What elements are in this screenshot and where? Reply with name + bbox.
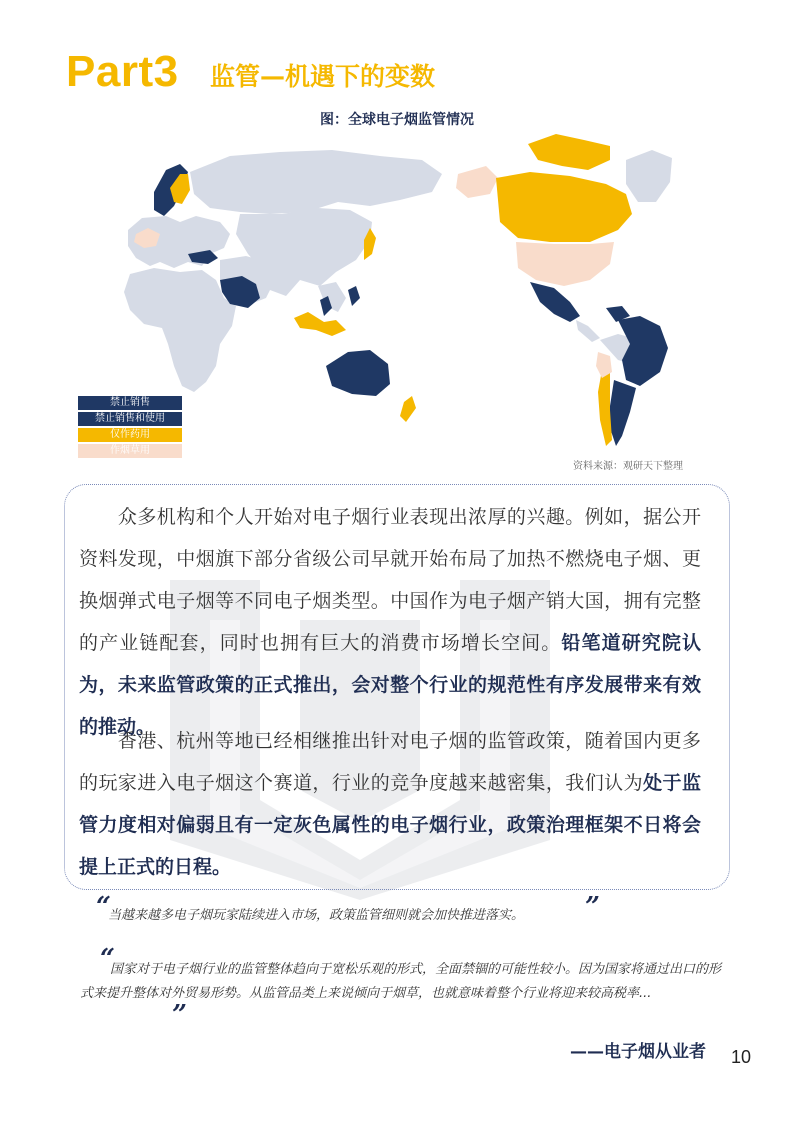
- map-region-chile-medical: [598, 368, 612, 446]
- map-region-alaska: [456, 166, 498, 198]
- quote-attribution: ——电子烟从业者: [570, 1042, 706, 1062]
- map-region-mexico-ban: [530, 282, 580, 322]
- map-region-central-america: [576, 320, 600, 342]
- map-caption: 图：全球电子烟监管情况: [320, 112, 474, 128]
- map-region-greenland: [626, 150, 672, 202]
- open-quote-mark-2: “: [100, 944, 115, 974]
- paragraph-2-text: 香港、杭州等地已经相继推出针对电子烟的监管政策，随着国内更多的玩家进入电子烟这个赛道，行业的竞争度越来越密集，我们认为: [79, 730, 701, 794]
- paragraph-1: [79, 496, 701, 748]
- legend-item-ban-sale: 禁止销售: [78, 396, 182, 410]
- quote-2: 国家对于电子烟行业的监管整体趋向于宽松乐观的形式，全面禁锢的可能性较小。因为国家将通过出口的形式来提升整体对外贸易形势。从监管品类上来说倾向于烟草，也就意味着整个行业将迎来较高税率...: [80, 962, 722, 1001]
- map-region-usa-tobacco: [516, 242, 614, 286]
- close-quote-mark-2: ”: [172, 1000, 187, 1030]
- map-region-philippines-ban: [348, 286, 360, 306]
- section-title: 监管—机遇下的变数: [210, 62, 436, 91]
- quote-1: 当越来越多电子烟玩家陆续进入市场，政策监管细则就会加快推进落实。: [108, 908, 525, 923]
- map-region-argentina-ban: [610, 380, 636, 446]
- map-legend: [78, 396, 182, 460]
- map-region-canada-medical: [496, 172, 632, 242]
- map-region-new-zealand-medical: [400, 396, 416, 422]
- map-region-arctic-medical: [528, 134, 610, 170]
- page-number: 10: [731, 1047, 752, 1067]
- map-region-indonesia-medical: [294, 312, 346, 336]
- map-source: 资料来源：观研天下整理: [573, 461, 683, 472]
- part-number: Part3: [66, 47, 179, 96]
- legend-item-tobacco: 作烟草用: [78, 444, 182, 458]
- close-quote-mark: ”: [585, 892, 600, 922]
- paragraph-1-text: 众多机构和个人开始对电子烟行业表现出浓厚的兴趣。例如，据公开资料发现，中烟旗下部分省级公司早就开始布局了加热不燃烧电子烟、更换烟弹式电子烟等不同电子烟类型。中国作为电子烟产销大国，拥有完整的产业链配套，同时也拥有巨大的消费市场增长空间。: [79, 506, 701, 654]
- legend-item-medical-only: 仅作药用: [78, 428, 182, 442]
- map-region-russia: [190, 150, 442, 214]
- map-region-africa: [124, 268, 236, 392]
- legend-item-ban-sale-use: 禁止销售和使用: [78, 412, 182, 426]
- open-quote-mark: “: [96, 892, 111, 922]
- paragraph-2-emphasis: 处于监管力度相对偏弱且有一定灰色属性的电子烟行业，政策治理框架不日将会提上正式的日程。: [79, 772, 701, 878]
- paragraph-2: [79, 720, 701, 888]
- map-region-australia-ban: [326, 350, 390, 396]
- paragraph-1-emphasis: 铅笔道研究院认为，未来监管政策的正式推出，会对整个行业的规范性有序发展带来有效的推动。: [79, 632, 701, 738]
